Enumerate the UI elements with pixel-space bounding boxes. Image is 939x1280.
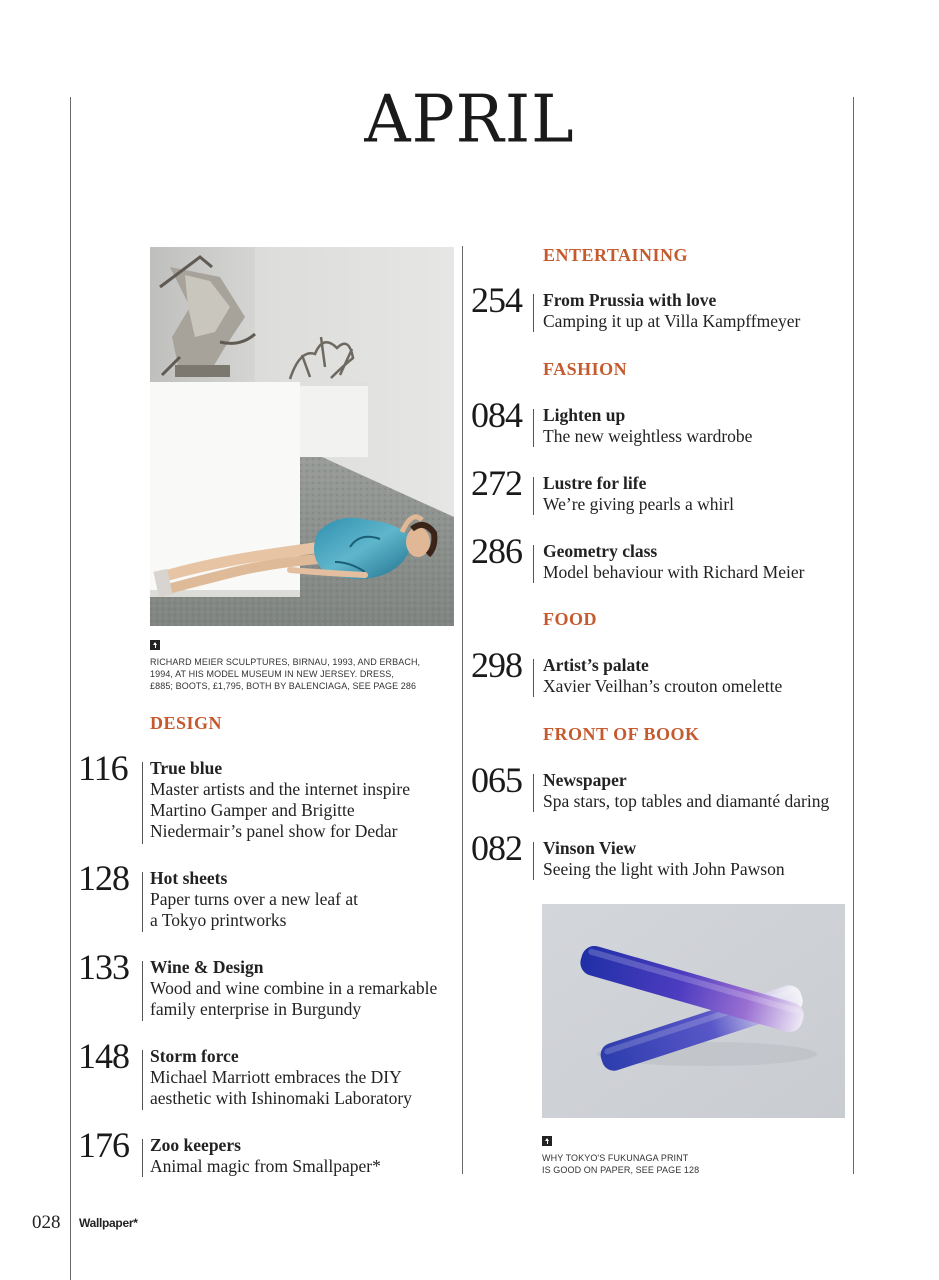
entry-rule (533, 409, 534, 447)
column-divider-rule (462, 246, 463, 1174)
page-number: 084 (471, 395, 522, 435)
section-heading-fashion: FASHION (543, 359, 628, 379)
entry-rule (142, 1139, 143, 1177)
page-number: 272 (471, 463, 522, 503)
entry-title: From Prussia with love (543, 290, 717, 310)
page-number: 254 (471, 280, 522, 320)
entry-rule (533, 545, 534, 583)
page-number: 065 (471, 760, 522, 800)
page-number: 082 (471, 828, 522, 868)
entry-rule (533, 659, 534, 697)
page-number: 286 (471, 531, 522, 571)
entry-description: Xavier Veilhan’s crouton omelette (543, 676, 783, 696)
arrow-up-icon (542, 1136, 552, 1146)
fukunaga-print-photo (542, 904, 845, 1118)
entry-description: Seeing the light with John Pawson (543, 859, 785, 879)
entry-title: Lustre for life (543, 473, 647, 493)
entry-title: Storm force (150, 1046, 239, 1066)
entry-title: Newspaper (543, 770, 627, 790)
entry-description: The new weightless wardrobe (543, 426, 753, 446)
section-heading-entertaining: ENTERTAINING (543, 245, 689, 265)
entry-title: Zoo keepers (150, 1135, 241, 1155)
page-number: 133 (78, 947, 129, 987)
page-number: 128 (78, 858, 129, 898)
meier-sculptures-photo (150, 247, 454, 626)
entry-title: Wine & Design (150, 957, 264, 977)
entry-description: Camping it up at Villa Kampffmeyer (543, 311, 801, 331)
entry-rule (142, 762, 143, 844)
caption-line: 1994, AT HIS MODEL MUSEUM IN NEW JERSEY. DRESS, (150, 669, 394, 679)
entry-title: Artist’s palate (543, 655, 649, 675)
entry-title: Vinson View (543, 838, 637, 858)
entry-rule (533, 774, 534, 812)
section-heading-food: FOOD (543, 609, 597, 629)
meier-photo-caption (150, 640, 450, 692)
page-number: 116 (78, 748, 128, 788)
entry-description: Michael Marriott embraces the DIY aesthetic with Ishinomaki Laboratory (150, 1067, 412, 1108)
entry-rule (533, 842, 534, 880)
page-title: APRIL (364, 82, 575, 158)
section-heading-design: DESIGN (150, 713, 223, 733)
entry-title: Lighten up (543, 405, 626, 425)
entry-description: Paper turns over a new leaf at a Tokyo printworks (150, 889, 358, 930)
caption-line: IS GOOD ON PAPER, SEE PAGE 128 (542, 1165, 700, 1175)
folio-page-number: 028 (32, 1212, 61, 1233)
entry-description: Model behaviour with Richard Meier (543, 562, 805, 582)
entry-title: True blue (150, 758, 223, 778)
entry-description: Wood and wine combine in a remarkable family enterprise in Burgundy (150, 978, 438, 1019)
page-number: 148 (78, 1036, 129, 1076)
right-margin-rule (853, 97, 854, 1174)
entry-rule (142, 872, 143, 932)
entry-rule (533, 477, 534, 515)
entry-rule (142, 1050, 143, 1110)
caption-line: WHY TOKYO'S FUKUNAGA PRINT (542, 1153, 689, 1163)
entry-rule (533, 294, 534, 332)
entry-description: Spa stars, top tables and diamanté daring (543, 791, 830, 811)
page-number: 176 (78, 1125, 129, 1165)
arrow-up-icon (150, 640, 160, 650)
caption-line: £885; BOOTS, £1,795, BOTH BY BALENCIAGA, SEE PAGE 286 (150, 681, 417, 691)
caption-line: RICHARD MEIER SCULPTURES, BIRNAU, 1993, AND ERBACH, (150, 657, 421, 667)
entry-title: Geometry class (543, 541, 658, 561)
entry-description: Animal magic from Smallpaper* (150, 1156, 381, 1176)
section-heading-front-of-book: FRONT OF BOOK (543, 724, 700, 744)
entry-rule (142, 961, 143, 1021)
fukunaga-photo-caption (542, 1136, 842, 1176)
left-margin-rule (70, 97, 71, 1280)
page-number: 298 (471, 645, 522, 685)
magazine-brand: Wallpaper* (79, 1216, 138, 1230)
entry-title: Hot sheets (150, 868, 228, 888)
entry-description: We’re giving pearls a whirl (543, 494, 735, 514)
entry-description: Master artists and the internet inspire Martino Gamper and Brigitte Niedermair’s panel show for Dedar (150, 779, 410, 841)
